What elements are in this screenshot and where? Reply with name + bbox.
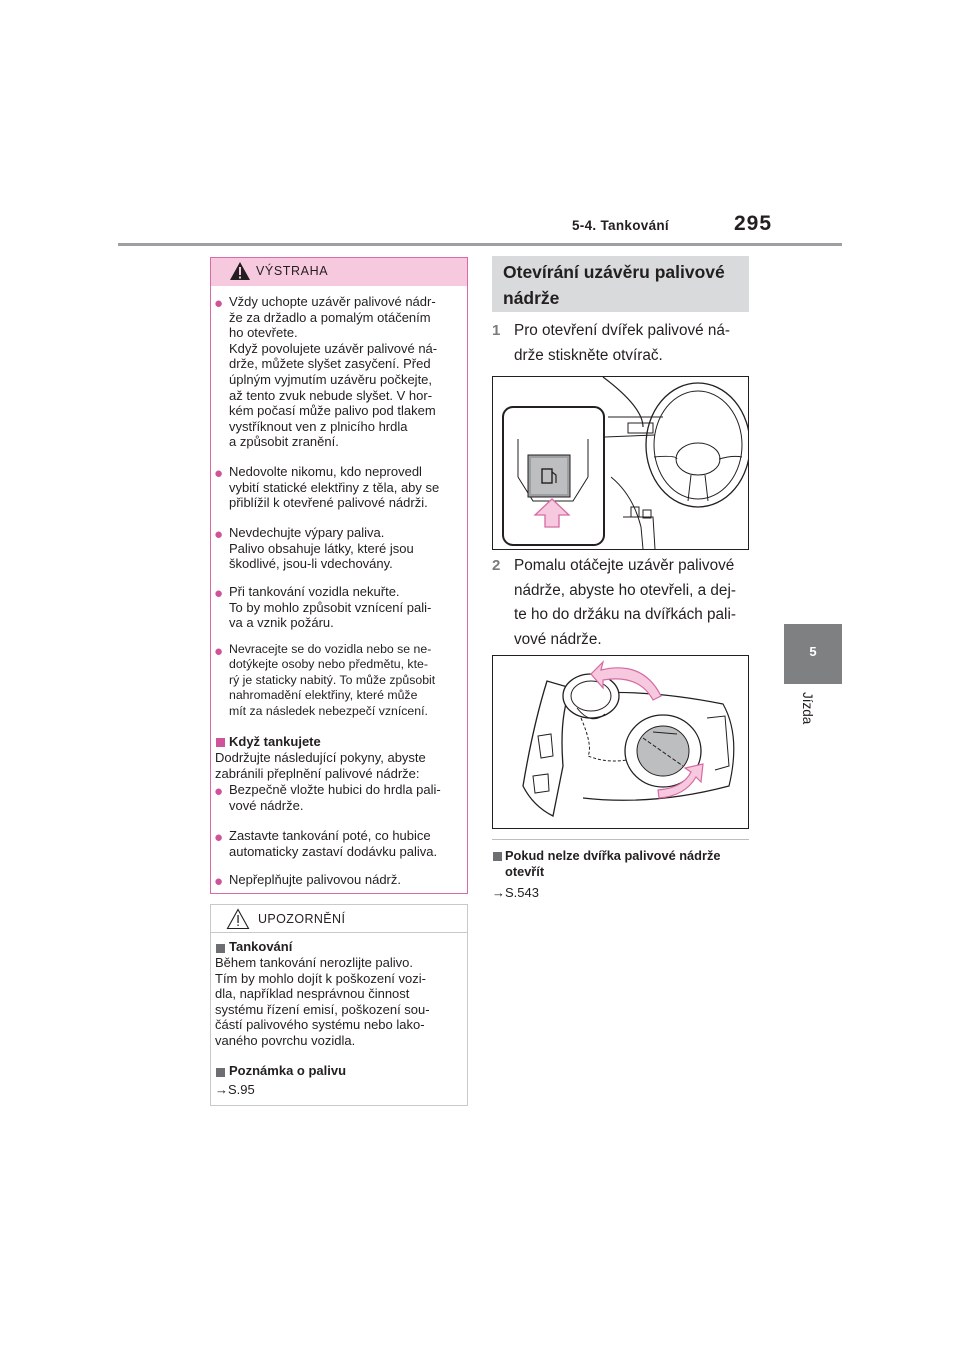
warning-subitem: Zastavte tankování poté, co hubice automaticky zastaví dodávku paliva. [229, 828, 438, 859]
bullet-icon: ● [214, 829, 224, 846]
note-reference-link[interactable]: →S.543 [492, 885, 539, 900]
square-bullet-icon [216, 738, 225, 747]
bullet-icon: ● [214, 873, 224, 890]
step-number: 2 [492, 557, 501, 574]
square-bullet-icon [216, 1068, 225, 1077]
bullet-icon: ● [214, 585, 224, 602]
caution-reference-link[interactable]: →S.95 [215, 1082, 255, 1097]
fuel-door-opener-illustration [492, 376, 749, 550]
section-title: Otevírání uzávěru palivové nádrže [503, 262, 725, 308]
fuel-cap-removal-illustration [492, 655, 749, 829]
caution-triangle-icon [226, 908, 250, 930]
warning-item: Při tankování vozidla nekuřte. To by mohlo způsobit vznícení pali- va a vznik požáru. [229, 584, 432, 631]
caution-heading: Poznámka o palivu [229, 1063, 347, 1078]
step-number: 1 [492, 322, 501, 339]
warning-subitem: Nepřeplňujte palivovou nádrž. [229, 872, 401, 887]
caution-text: Během tankování nerozlijte palivo. Tím by mohlo dojít k poškození vozi- dla, například nesprávnou činnost systému řízení emisí, poškození sou- částí palivového systému nebo lako- vaného povrchu vozidla. [215, 955, 430, 1048]
warning-triangle-icon [229, 261, 251, 281]
step-text: Pro otevření dvířek palivové ná- drže stiskněte otvírač. [514, 322, 730, 364]
warning-item: Nevracejte se do vozidla nebo se ne- dotýkejte osoby nebo předmětu, kte- rý je staticky nabitý. To může způsobit nahromadění elektřiny, které může mít za následek nebezpečí vznícení. [229, 642, 436, 718]
warning-subheading: Když tankujete [229, 734, 321, 749]
chapter-label: Jízda [800, 692, 815, 725]
page-number: 295 [734, 212, 773, 235]
bullet-icon: ● [214, 783, 224, 800]
warning-subtext: Dodržujte následující pokyny, abyste zabránili přeplnění palivové nádrže: [215, 750, 426, 781]
step-text: Pomalu otáčejte uzávěr palivové nádrže, abyste ho otevřeli, a dej- te ho do držáku na dvířkách pali- vové nádrže. [514, 557, 736, 648]
note-title: Pokud nelze dvířka palivové nádrže otevřít [505, 848, 721, 879]
warning-item: Nevdechujte výpary paliva. Palivo obsahuje látky, které jsou škodlivé, jsou-li vdechovány. [229, 525, 414, 572]
bullet-icon: ● [214, 295, 224, 312]
bullet-icon: ● [214, 526, 224, 543]
warning-subitem: Bezpečně vložte hubici do hrdla pali- vové nádrže. [229, 782, 441, 813]
chapter-tab[interactable]: 5 [784, 624, 842, 684]
bullet-icon: ● [214, 465, 224, 482]
bullet-icon: ● [214, 643, 224, 660]
warning-title: VÝSTRAHA [256, 264, 329, 278]
section-heading: 5-4. Tankování [572, 218, 669, 233]
caution-heading: Tankování [229, 939, 293, 954]
warning-item: Nedovolte nikomu, kdo neprovedl vybití statické elektřiny z těla, aby se přiblížil k otevřené palivové nádrži. [229, 464, 440, 511]
divider [492, 839, 749, 840]
square-bullet-icon [493, 852, 502, 861]
square-bullet-icon [216, 944, 225, 953]
caution-title: UPOZORNĚNÍ [258, 912, 346, 926]
warning-item: Vždy uchopte uzávěr palivové nádr- že za držadlo a pomalým otáčením ho otevřete. Když povolujete uzávěr palivové ná- drže, můžete slyšet zasyčení. Před úplným vyjmutím uzávěru počkejte, až tento zvuk nebude slyšet. V hor- kém počasí může palivo pod tlakem vystříknout ven z plnicího hrdla a způsobit zranění. [229, 294, 438, 450]
header-rule [118, 243, 842, 246]
